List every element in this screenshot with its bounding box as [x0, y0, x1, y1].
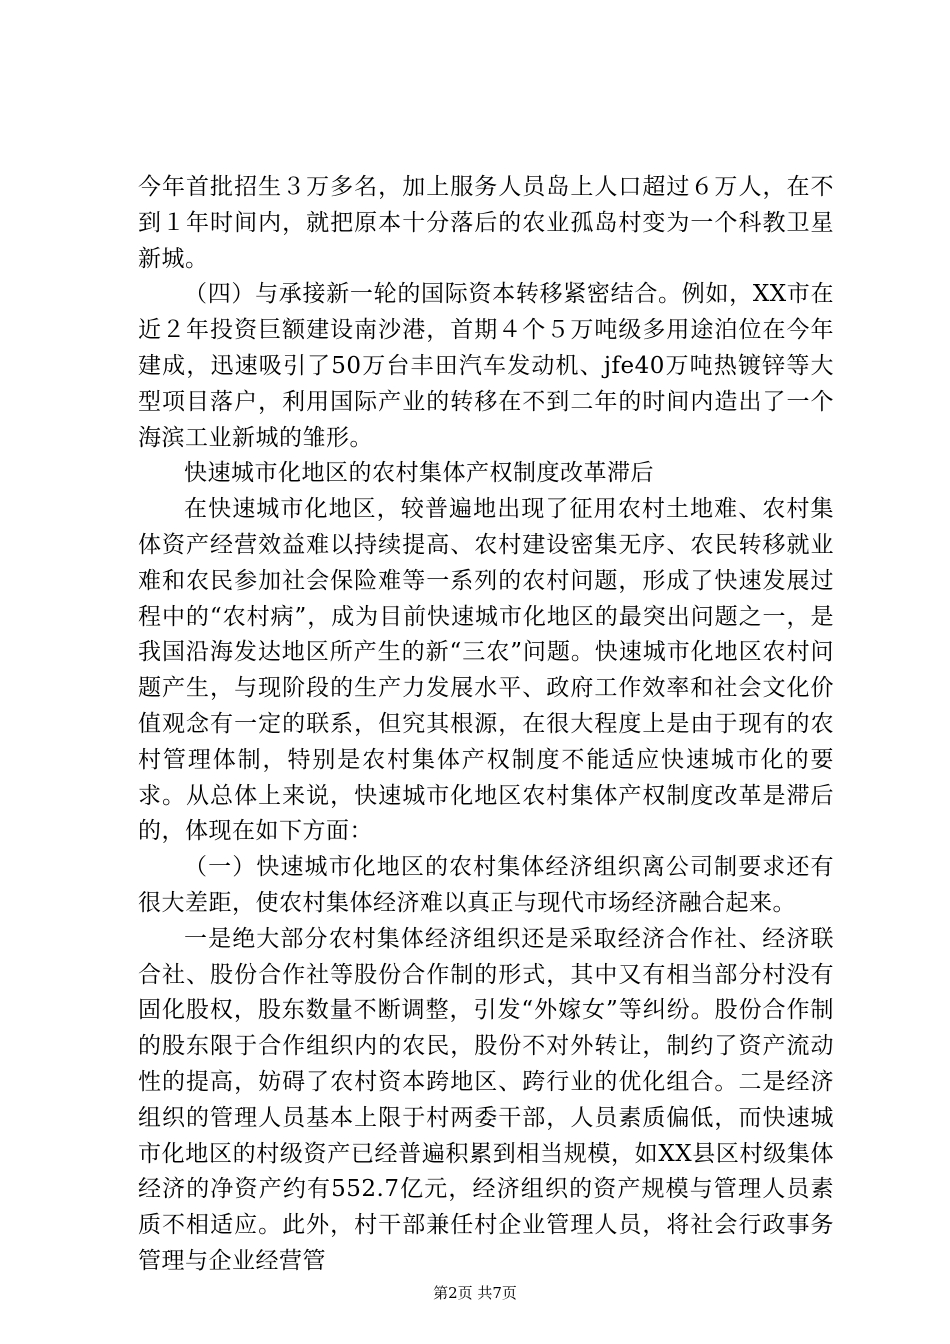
paragraph-subsection-one: （一）快速城市化地区的农村集体经济组织离公司制要求还有很大差距，使农村集体经济难以真正与现代市场经济融合起来。: [138, 854, 834, 916]
paragraph-continuation: 今年首批招生３万多名，加上服务人员岛上人口超过６万人，在不到１年时间内，就把原本十分落后的农业孤岛村变为一个科教卫星新城。: [138, 174, 834, 272]
paragraph-details: 一是绝大部分农村集体经济组织还是采取经济合作社、经济联合社、股份合作社等股份合作制的形式，其中又有相当部分村没有固化股权，股东数量不断调整，引发“外嫁女”等纠纷。股份合作制的股东限于合作组织内的农民，股份不对外转让，制约了资产流动性的提高，妨碍了农村资本跨地区、跨行业的优化组合。二是经济组织的管理人员基本上限于村两委干部，人员素质偏低，而快速城市化地区的村级资产已经普遍积累到相当规模，如XX县区村级集体经济的净资产约有552.7亿元，经济组织的资产规模与管理人员素质不相适应。此外，村干部兼任村企业管理人员，将社会行政事务管理与企业经营管: [138, 925, 834, 1274]
paragraph-section-four: （四）与承接新一轮的国际资本转移紧密结合。例如，XX市在近２年投资巨额建设南沙港，首期４个５万吨级多用途泊位在今年建成，迅速吸引了50万台丰田汽车发动机、jfe40万吨热镀锌等大型项目落户，利用国际产业的转移在不到二年的时间内造出了一个海滨工业新城的雏形。: [138, 281, 834, 451]
paragraph-rural-problems: 在快速城市化地区，较普遍地出现了征用农村土地难、农村集体资产经营效益难以持续提高、农村建设密集无序、农民转移就业难和农民参加社会保险难等一系列的农村问题，形成了快速发展过程中的“农村病”，成为目前快速城市化地区的最突出问题之一，是我国沿海发达地区所产生的新“三农”问题。快速城市化地区农村问题产生，与现阶段的生产力发展水平、政府工作效率和社会文化价值观念有一定的联系，但究其根源，在很大程度上是由于现有的农村管理体制，特别是农村集体产权制度不能适应快速城市化的要求。从总体上来说，快速城市化地区农村集体产权制度改革是滞后的，体现在如下方面：: [138, 496, 834, 845]
section-heading: 快速城市化地区的农村集体产权制度改革滞后: [184, 460, 654, 487]
page-number: 第2页 共7页: [433, 1284, 517, 1302]
page-footer: [0, 1283, 950, 1303]
document-body: [138, 170, 834, 1280]
